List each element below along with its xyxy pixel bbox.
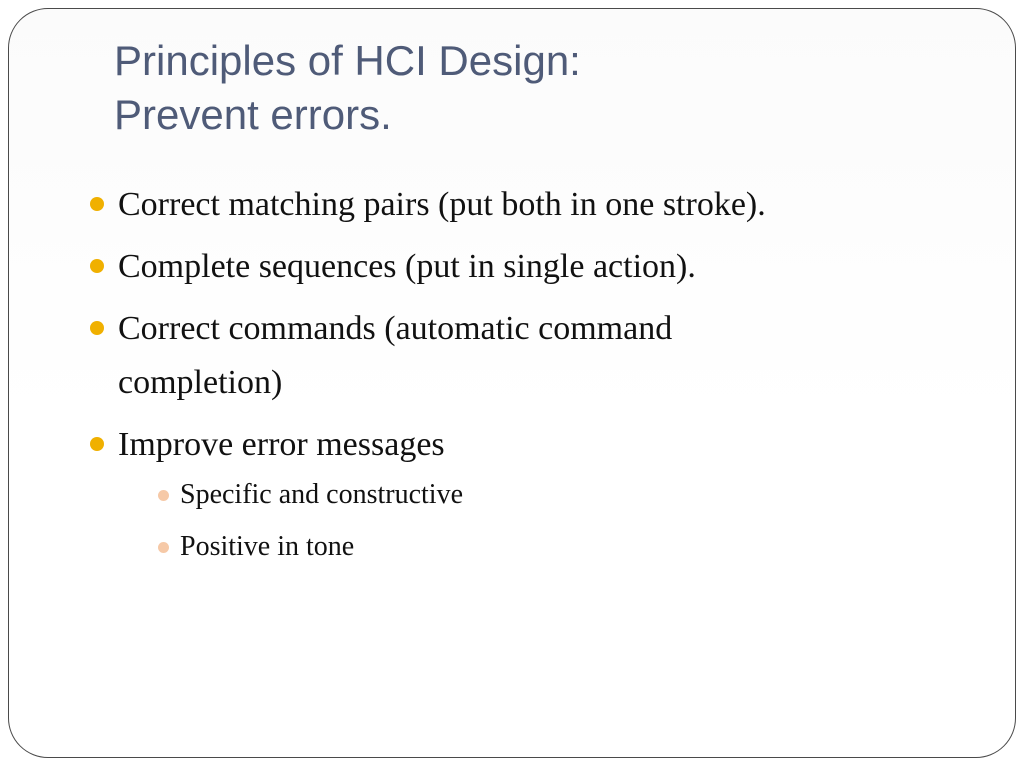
bullet-dot-icon — [90, 197, 104, 211]
bullet-dot-icon — [90, 321, 104, 335]
sub-bullet-item — [158, 526, 968, 568]
bullet-text: Improve error messages — [118, 426, 445, 463]
bullet-list — [88, 178, 968, 568]
bullet-item — [88, 240, 968, 294]
sub-bullet-dot-icon — [158, 490, 169, 501]
sub-bullet-text: Specific and constructive — [180, 479, 464, 510]
bullet-text: Correct commands (automatic command completion) — [118, 310, 673, 401]
bullet-dot-icon — [90, 259, 104, 273]
sub-bullet-item — [158, 474, 968, 516]
bullet-text: Complete sequences (put in single action). — [118, 248, 696, 285]
slide-title-line-1: Principles of HCI Design: — [114, 37, 581, 84]
slide-title-line-2: Prevent errors. — [114, 91, 392, 138]
bullet-item — [88, 178, 968, 232]
bullet-dot-icon — [90, 437, 104, 451]
sub-bullet-text: Positive in tone — [180, 531, 355, 562]
bullet-item — [88, 302, 838, 410]
sub-bullet-dot-icon — [158, 542, 169, 553]
sub-bullet-list — [158, 474, 968, 568]
slide-title — [114, 34, 581, 142]
bullet-text: Correct matching pairs (put both in one stroke). — [118, 186, 766, 223]
slide-content — [88, 178, 968, 578]
bullet-item — [88, 418, 968, 568]
